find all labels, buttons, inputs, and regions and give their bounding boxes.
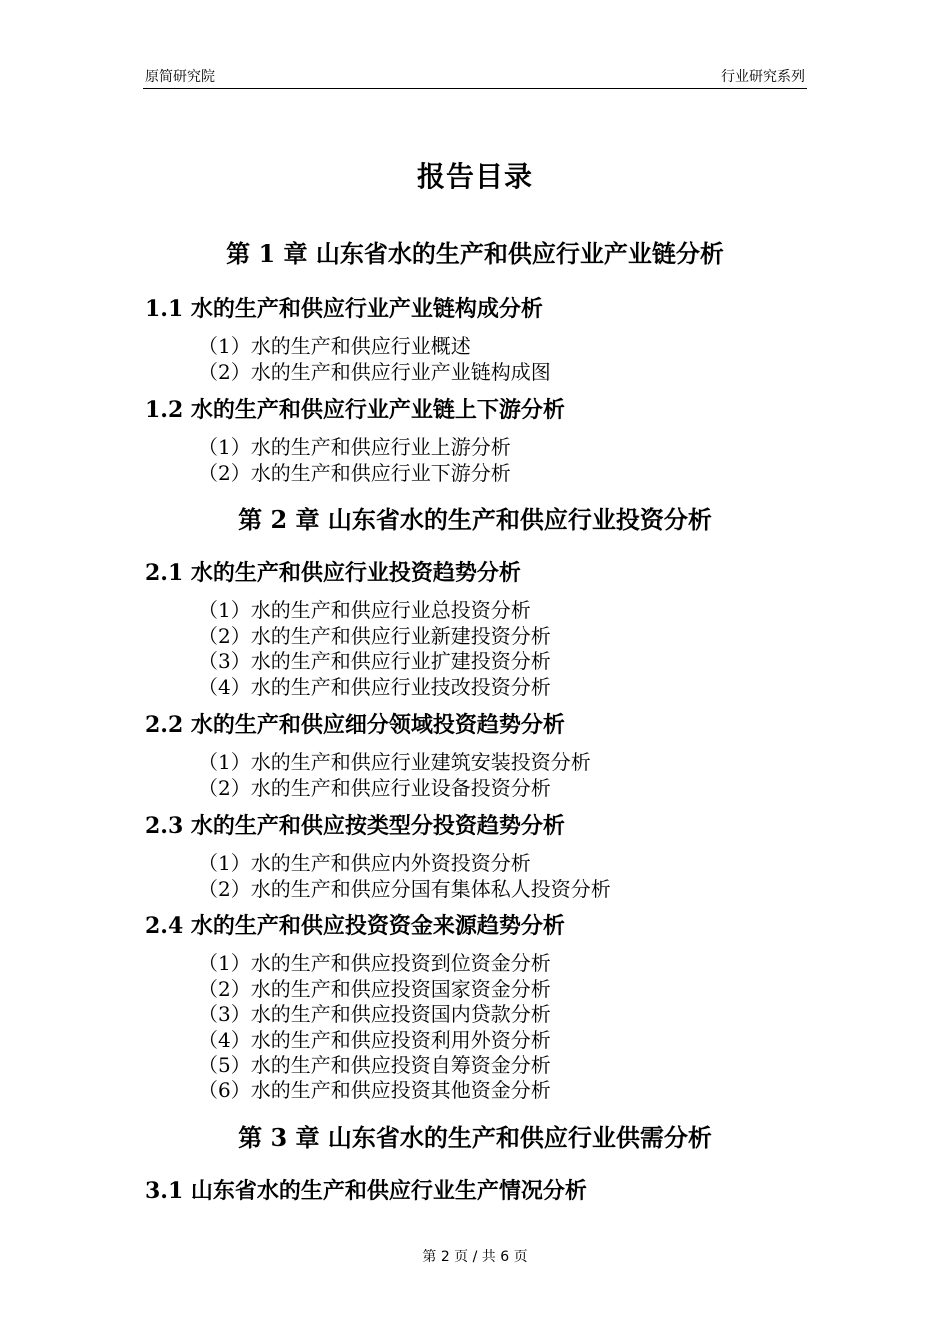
toc-section: 2.1 水的生产和供应行业投资趋势分析 (145, 560, 521, 586)
header-org-name: 原简研究院 (145, 69, 215, 85)
toc-item: （4）水的生产和供应行业技改投资分析 (198, 675, 551, 699)
toc-item: （1）水的生产和供应行业总投资分析 (198, 598, 531, 622)
toc-item: （2）水的生产和供应行业下游分析 (198, 461, 511, 485)
toc-item: （1）水的生产和供应行业上游分析 (198, 435, 511, 459)
toc-section: 2.3 水的生产和供应按类型分投资趋势分析 (145, 813, 565, 839)
toc-chapter: 第 1 章 山东省水的生产和供应行业产业链分析 (226, 239, 724, 268)
toc-item: （5）水的生产和供应投资自筹资金分析 (198, 1053, 551, 1077)
toc-section: 1.2 水的生产和供应行业产业链上下游分析 (145, 397, 565, 423)
toc-item: （2）水的生产和供应行业产业链构成图 (198, 360, 551, 384)
toc-section: 1.1 水的生产和供应行业产业链构成分析 (145, 296, 543, 322)
toc-item: （1）水的生产和供应内外资投资分析 (198, 851, 531, 875)
toc-item: （3）水的生产和供应投资国内贷款分析 (198, 1002, 551, 1026)
toc-section: 2.4 水的生产和供应投资资金来源趋势分析 (145, 913, 565, 939)
header-series-name: 行业研究系列 (721, 69, 805, 85)
toc-item: （2）水的生产和供应分国有集体私人投资分析 (198, 877, 611, 901)
toc-item: （1）水的生产和供应行业概述 (198, 334, 471, 358)
toc-item: （2）水的生产和供应行业设备投资分析 (198, 776, 551, 800)
toc-item: （6）水的生产和供应投资其他资金分析 (198, 1078, 551, 1102)
page-title: 报告目录 (416, 160, 533, 193)
toc-item: （2）水的生产和供应投资国家资金分析 (198, 977, 551, 1001)
toc-item: （2）水的生产和供应行业新建投资分析 (198, 624, 551, 648)
toc-item: （1）水的生产和供应投资到位资金分析 (198, 951, 551, 975)
toc-item: （4）水的生产和供应投资利用外资分析 (198, 1028, 551, 1052)
toc-chapter: 第 2 章 山东省水的生产和供应行业投资分析 (238, 505, 712, 534)
page-footer: 第 2 页 / 共 6 页 (422, 1249, 528, 1265)
toc-chapter: 第 3 章 山东省水的生产和供应行业供需分析 (238, 1123, 712, 1152)
toc-section: 3.1 山东省水的生产和供应行业生产情况分析 (145, 1178, 587, 1204)
toc-item: （3）水的生产和供应行业扩建投资分析 (198, 649, 551, 673)
toc-item: （1）水的生产和供应行业建筑安装投资分析 (198, 750, 591, 774)
toc-section: 2.2 水的生产和供应细分领域投资趋势分析 (145, 712, 565, 738)
